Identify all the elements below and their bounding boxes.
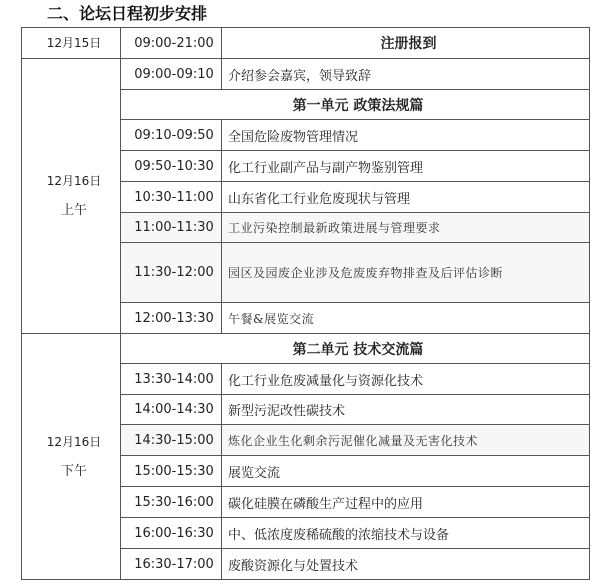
- time-cell: 13:30-14:00: [121, 364, 222, 395]
- topic-cell: 展览交流: [222, 456, 590, 487]
- topic-cell: 中、低浓度废稀硫酸的浓缩技术与设备: [222, 518, 590, 549]
- morning-date: 12月16日: [46, 174, 102, 188]
- topic-cell: 午餐&展览交流: [222, 303, 590, 334]
- registration-cell: 注册报到: [222, 28, 590, 59]
- topic-cell: 介绍参会嘉宾，领导致辞: [222, 59, 590, 90]
- unit-title: 第一单元 政策法规篇: [121, 90, 590, 120]
- topic-cell: 化工行业副产品与副产物鉴别管理: [222, 151, 590, 182]
- time-cell: 14:00-14:30: [121, 395, 222, 425]
- date-cell: 12月15日: [22, 28, 121, 59]
- time-cell: 14:30-15:00: [121, 425, 222, 456]
- topic-cell: 新型污泥改性碳技术: [222, 395, 590, 425]
- topic-cell: 废酸资源化与处置技术: [222, 549, 590, 580]
- time-cell: 16:00-16:30: [121, 518, 222, 549]
- afternoon-period: 下午: [60, 463, 87, 479]
- topic-cell: 碳化硅膜在磷酸生产过程中的应用: [222, 487, 590, 518]
- topic-cell: 炼化企业生化剩余污泥催化减量及无害化技术: [222, 425, 590, 456]
- section-heading: 二、论坛日程初步安排: [47, 4, 208, 23]
- schedule-table: [21, 27, 590, 580]
- time-cell: 09:50-10:30: [121, 151, 222, 182]
- table-row: [22, 28, 590, 59]
- topic-cell: 工业污染控制最新政策进展与管理要求: [222, 213, 590, 243]
- topic-cell: 化工行业危废减量化与资源化技术: [222, 364, 590, 395]
- time-cell: 15:30-16:00: [121, 487, 222, 518]
- topic-cell: 园区及园废企业涉及危废废弃物排查及后评估诊断: [222, 243, 590, 303]
- morning-period: 上午: [60, 203, 87, 218]
- time-cell: 10:30-11:00: [121, 182, 222, 213]
- time-cell: 16:30-17:00: [121, 549, 222, 580]
- table-row: [22, 59, 590, 90]
- time-cell: 15:00-15:30: [121, 456, 222, 487]
- time-cell: 11:30-12:00: [121, 243, 222, 303]
- morning-date-cell: [22, 59, 121, 334]
- unit-title: 第二单元 技术交流篇: [121, 334, 590, 364]
- time-cell: 09:00-09:10: [121, 59, 222, 90]
- time-cell: 09:00-21:00: [121, 28, 222, 59]
- afternoon-date-cell: [22, 334, 121, 580]
- afternoon-date: 12月16日: [46, 434, 102, 449]
- time-cell: 11:00-11:30: [121, 213, 222, 243]
- time-cell: 09:10-09:50: [121, 120, 222, 151]
- time-cell: 12:00-13:30: [121, 303, 222, 334]
- table-row: [22, 334, 590, 364]
- topic-cell: 全国危险废物管理情况: [222, 120, 590, 151]
- topic-cell: 山东省化工行业危废现状与管理: [222, 182, 590, 213]
